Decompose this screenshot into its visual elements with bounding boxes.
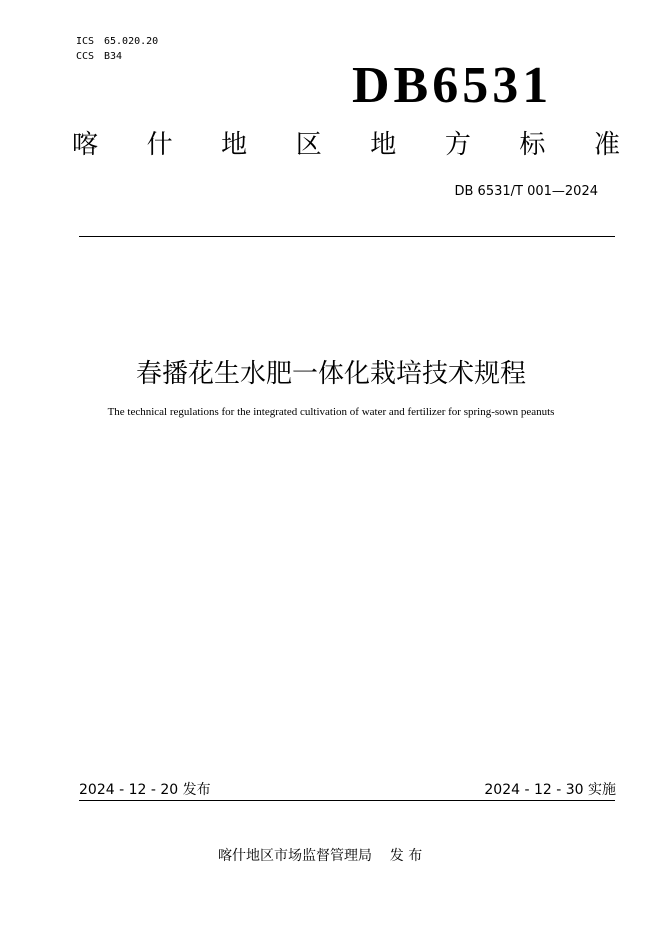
authority-char: 区 (295, 130, 322, 160)
authority-char: 喀 (72, 130, 99, 160)
authority-char: 地 (221, 130, 248, 160)
standard-number: DB 6531/T 001—2024 (454, 184, 598, 199)
document-title-english: The technical regulations for the integrated cultivation of water and fertilizer for spring-sown peanuts (107, 406, 555, 418)
db-logo: DB6531 (352, 57, 553, 114)
ccs-line (76, 50, 122, 64)
ccs-label: CCS (76, 51, 95, 62)
authority-char: 准 (593, 130, 620, 160)
top-divider (79, 236, 615, 237)
issuing-authority-heading (72, 128, 620, 162)
implementation-date: 2024 - 12 - 30 实施 (484, 782, 616, 798)
authority-char: 地 (370, 130, 397, 160)
ics-code: 65.020.20 (104, 36, 159, 47)
bottom-divider (79, 800, 615, 801)
ccs-code: B34 (104, 51, 123, 62)
ics-line (76, 35, 158, 49)
document-title-chinese: 春播花生水肥一体化栽培技术规程 (135, 359, 526, 389)
ics-label: ICS (76, 36, 95, 47)
authority-char: 方 (444, 130, 471, 160)
authority-char: 什 (146, 130, 173, 160)
issue-date: 2024 - 12 - 20 发布 (79, 782, 211, 798)
publisher-line: 喀什地区市场监督管理局 发 布 (218, 848, 423, 864)
authority-char: 标 (519, 130, 546, 160)
